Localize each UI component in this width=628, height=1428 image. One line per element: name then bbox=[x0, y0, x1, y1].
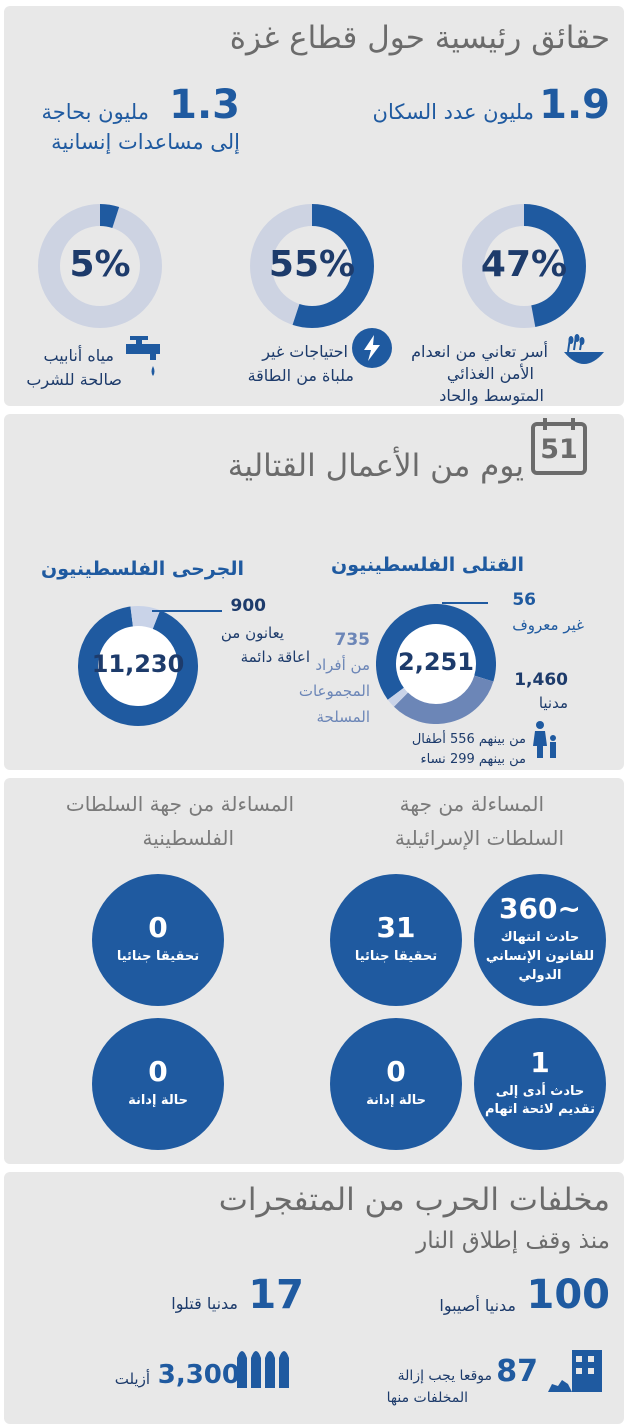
key-facts-title: حقائق رئيسية حول قطاع غزة bbox=[229, 20, 610, 56]
palestinian-heading-line1: المساءلة من جهة السلطات bbox=[65, 792, 294, 816]
killed-unknown-segment bbox=[396, 694, 401, 700]
key-facts-panel bbox=[4, 6, 624, 406]
disabled-connector bbox=[152, 610, 222, 612]
explosives-panel bbox=[4, 1172, 624, 1424]
israeli-convictions-circle bbox=[330, 1018, 462, 1150]
women-line: من بينهم 299 نساء bbox=[420, 752, 526, 767]
violations-line2: للقانون الإنساني bbox=[485, 948, 595, 964]
food-insecurity-label-line2: الأمن الغذائي bbox=[446, 364, 534, 383]
food-insecurity-value: 47% bbox=[480, 244, 568, 285]
injured-civilians-label: مدنيا أصيبوا bbox=[439, 1296, 516, 1315]
injured-disabled-segment bbox=[132, 616, 157, 620]
injured-civilians-number: 100 bbox=[526, 1272, 610, 1318]
indictment-circle bbox=[474, 1018, 606, 1150]
palestinian-investigations-number: 0 bbox=[148, 911, 168, 945]
palestinian-convictions-label: حالة إدانة bbox=[128, 1092, 188, 1108]
energy-ring bbox=[250, 204, 374, 328]
injured-heading: الجرحى الفلسطينيون bbox=[40, 558, 244, 580]
israeli-convictions-label: حالة إدانة bbox=[366, 1092, 426, 1108]
sites-number: 87 bbox=[496, 1354, 538, 1389]
removed-label: أزيلت bbox=[114, 1370, 150, 1388]
palestinian-investigations-circle bbox=[92, 874, 224, 1006]
calendar-number: 51 bbox=[540, 434, 578, 465]
disabled-line2: اعاقة دائمة bbox=[240, 648, 310, 666]
violations-number: ~360 bbox=[499, 892, 581, 926]
accountability-panel bbox=[4, 778, 624, 1164]
disabled-line1: يعانون من bbox=[220, 624, 284, 642]
water-label-line2: صالحة للشرب bbox=[26, 370, 122, 389]
rubble-building-icon bbox=[548, 1348, 608, 1394]
food-insecurity-label-line1: أسر تعاني من انعدام bbox=[411, 342, 548, 361]
sites-label-line2: المخلفات منها bbox=[386, 1390, 468, 1406]
food-insecurity-label-line3: المتوسط والحاد bbox=[439, 386, 544, 405]
israeli-convictions-number: 0 bbox=[386, 1055, 406, 1089]
shells-icon bbox=[234, 1342, 294, 1390]
palestinian-convictions-number: 0 bbox=[148, 1055, 168, 1089]
food-insecurity-ring bbox=[462, 204, 586, 328]
sites-label-line1: موقعا يجب إزالة bbox=[397, 1368, 492, 1384]
palestinian-convictions-circle bbox=[92, 1018, 224, 1150]
energy-label-line2: ملباة من الطاقة bbox=[247, 366, 354, 385]
palestinian-heading-line2: الفلسطينية bbox=[142, 826, 234, 850]
killed-civilians-number: 17 bbox=[248, 1272, 304, 1318]
lightning-icon bbox=[352, 328, 392, 368]
water-ring bbox=[38, 204, 162, 328]
water-value: 5% bbox=[69, 244, 131, 285]
armed-line2: المجموعات bbox=[298, 682, 370, 700]
armed-line3: المسلحة bbox=[316, 708, 370, 726]
palestinian-investigations-label: تحقيقا جنائيا bbox=[116, 948, 200, 964]
explosives-subtitle: منذ وقف إطلاق النار bbox=[416, 1228, 610, 1254]
aid-label-line2: إلى مساعدات إنسانية bbox=[51, 130, 240, 154]
water-label-line1: مياه أنابيب bbox=[43, 346, 114, 365]
explosives-title: مخلفات الحرب من المتفجرات bbox=[218, 1182, 610, 1218]
killed-donut bbox=[376, 604, 496, 724]
israeli-heading-line1: المساءلة من جهة bbox=[399, 792, 544, 816]
food-bowl-icon bbox=[560, 332, 608, 372]
indictment-line2: تقديم لائحة اتهام bbox=[484, 1102, 596, 1118]
civilians-number: 1,460 bbox=[514, 670, 568, 690]
israeli-investigations-circle bbox=[330, 874, 462, 1006]
disabled-number: 900 bbox=[230, 596, 266, 616]
unknown-number: 56 bbox=[512, 590, 536, 610]
hostilities-panel bbox=[4, 414, 624, 770]
energy-value: 55% bbox=[268, 244, 356, 285]
violations-circle bbox=[474, 874, 606, 1006]
removed-number: 3,300 bbox=[157, 1360, 240, 1390]
armed-line1: من أفراد bbox=[315, 656, 370, 674]
indictment-line1: حادث أدى إلى bbox=[495, 1083, 585, 1099]
israeli-investigations-number: 31 bbox=[376, 911, 416, 945]
unknown-connector bbox=[442, 602, 488, 604]
armed-number: 735 bbox=[334, 630, 370, 650]
hostilities-title: يوم من الأعمال القتالية bbox=[227, 448, 524, 484]
population-number: 1.9 bbox=[539, 82, 610, 128]
violations-line1: حادث انتهاك bbox=[500, 930, 580, 946]
aid-number: 1.3 bbox=[169, 82, 240, 128]
aid-label-line1: مليون بحاجة bbox=[41, 100, 149, 124]
population-label: مليون عدد السكان bbox=[372, 100, 534, 124]
killed-total: 2,251 bbox=[398, 648, 474, 676]
children-line: من بينهم 556 أطفال bbox=[411, 732, 526, 747]
israeli-investigations-label: تحقيقا جنائيا bbox=[354, 948, 438, 964]
mother-child-icon bbox=[532, 720, 558, 760]
injured-total: 11,230 bbox=[91, 650, 185, 678]
israeli-heading-line2: السلطات الإسرائيلية bbox=[394, 826, 564, 850]
indictment-number: 1 bbox=[530, 1045, 550, 1079]
injured-donut bbox=[76, 604, 200, 728]
killed-heading: القتلى الفلسطينيون bbox=[331, 554, 524, 576]
civilians-label: مدنيا bbox=[538, 694, 568, 712]
killed-civilians-label: مدنيا قتلوا bbox=[171, 1294, 238, 1313]
violations-line3: الدولي bbox=[518, 967, 562, 983]
unknown-label: غير معروف bbox=[512, 616, 584, 634]
energy-label-line1: احتياجات غير bbox=[262, 342, 348, 361]
water-tap-icon bbox=[122, 336, 166, 380]
